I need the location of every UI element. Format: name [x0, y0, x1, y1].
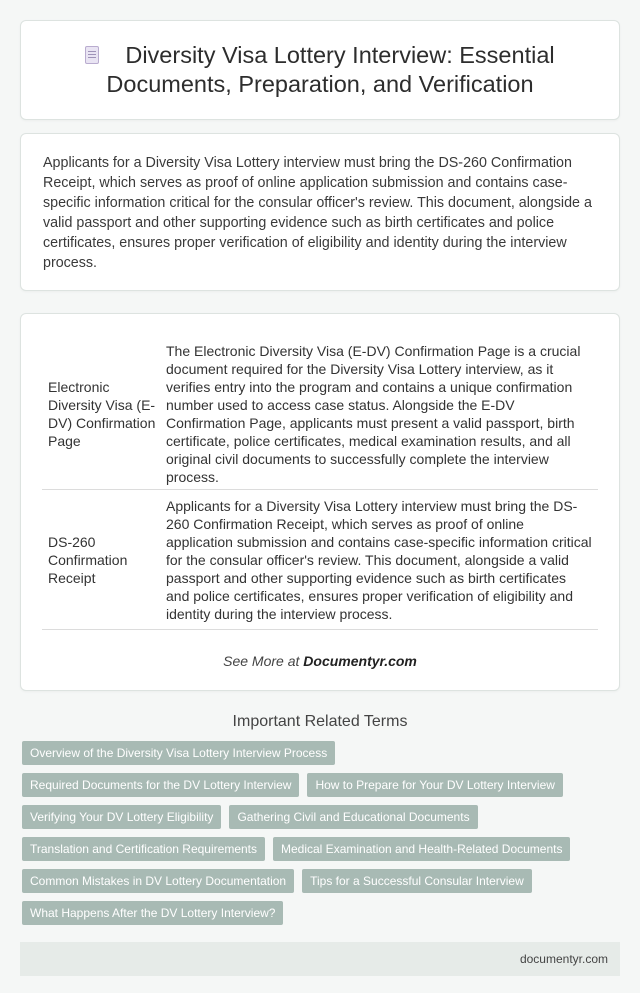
document-description: The Electronic Diversity Visa (E-DV) Confirmation Page is a crucial document required for the Diversity Visa Lottery interview, as it verifies entry into the program and contains a unique confirmation number used to access case status. Alongside the E-DV Confirmation Page, applicants must present a valid passport, birth certificate, police certificates, medical examination results, and all original civil documents to successfully complete the interview process. [166, 343, 581, 485]
intro-paragraph: Applicants for a Diversity Visa Lottery interview must bring the DS-260 Confirmation Receipt, which serves as proof of online application submission and contains case-specific information critical for the consular officer's review. This document, alongside a valid passport and other supporting evidence such as birth certificates and police certificates, ensures proper verification of eligibility and identity during the interview process. [43, 155, 592, 271]
page-title-text: Diversity Visa Lottery Interview: Essential Documents, Preparation, and Verification [106, 42, 555, 97]
table-row [42, 339, 598, 490]
intro-card [20, 133, 620, 291]
related-term-tag[interactable]: Overview of the Diversity Visa Lottery Interview Process [22, 741, 335, 765]
related-term-tag[interactable]: Verifying Your DV Lottery Eligibility [22, 805, 221, 829]
related-term-tag[interactable]: Tips for a Successful Consular Interview [302, 869, 532, 893]
related-terms-list [0, 741, 640, 925]
see-more-link[interactable] [42, 653, 598, 669]
related-term-tag[interactable]: What Happens After the DV Lottery Interview? [22, 901, 283, 925]
document-name: DS-260 Confirmation Receipt [48, 533, 128, 586]
related-term-tag[interactable]: Common Mistakes in DV Lottery Documentation [22, 869, 294, 893]
documents-card [20, 313, 620, 691]
document-icon [85, 46, 99, 64]
document-description: Applicants for a Diversity Visa Lottery interview must bring the DS-260 Confirmation Receipt, which serves as proof of online application submission and contains case-specific information critical for the consular officer's review. This document, alongside a valid passport and other supporting evidence such as birth certificates and police certificates, ensures proper verification of eligibility and identity during the interview process. [166, 497, 592, 622]
see-more-prefix: See More at [223, 653, 304, 669]
page-title [51, 41, 589, 99]
related-term-tag[interactable]: Translation and Certification Requirements [22, 837, 265, 861]
document-name: Electronic Diversity Visa (E-DV) Confirmation Page [48, 379, 156, 449]
related-term-tag[interactable]: Gathering Civil and Educational Documents [229, 805, 477, 829]
see-more-site[interactable]: Documentyr.com [303, 653, 417, 669]
related-term-tag[interactable]: Medical Examination and Health-Related Documents [273, 837, 570, 861]
footer [20, 942, 620, 976]
related-terms-heading: Important Related Terms [232, 713, 408, 730]
footer-site-link[interactable]: documentyr.com [519, 952, 608, 966]
related-term-tag[interactable]: Required Documents for the DV Lottery Interview [22, 773, 299, 797]
table-row [42, 490, 598, 630]
title-card [20, 20, 620, 120]
related-term-tag[interactable]: How to Prepare for Your DV Lottery Interview [307, 773, 562, 797]
